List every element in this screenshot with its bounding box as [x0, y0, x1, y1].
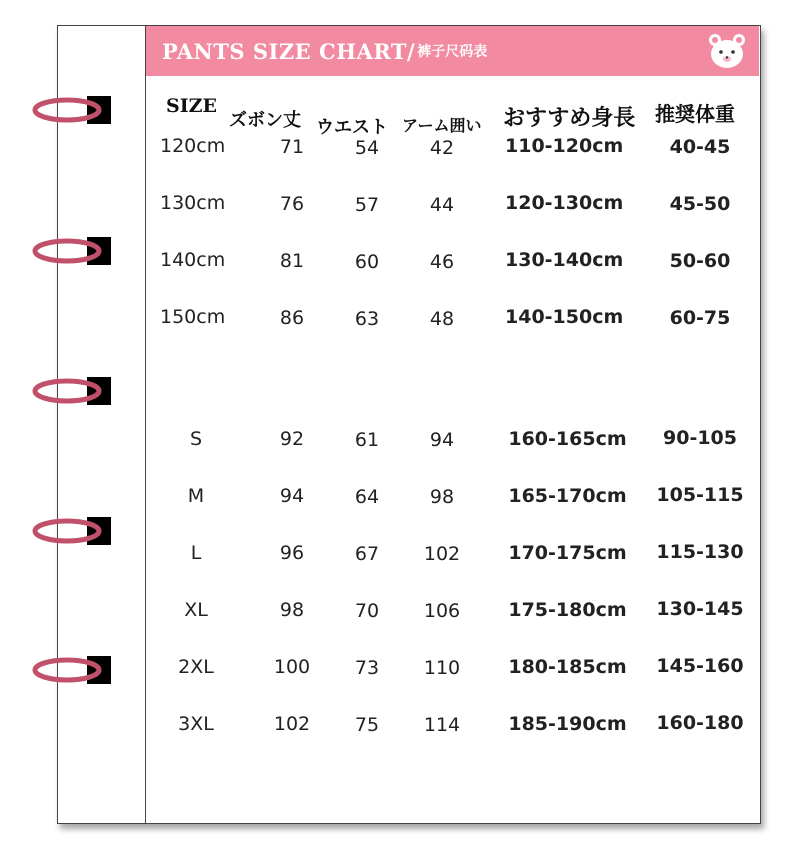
- cell-height: 170-175cm: [508, 542, 627, 564]
- bear-icon: [707, 32, 747, 70]
- cell-arm: 44: [429, 194, 455, 216]
- cell-waist: 75: [354, 714, 380, 736]
- cell-waist: 63: [354, 308, 380, 330]
- cell-size: 120cm: [160, 135, 226, 157]
- cell-height: 110-120cm: [505, 135, 624, 157]
- chart-title: PANTS SIZE CHART/: [162, 38, 416, 64]
- cell-height: 120-130cm: [505, 192, 624, 214]
- cell-waist: 70: [354, 600, 380, 622]
- cell-arm: 110: [423, 657, 461, 679]
- cell-size: M: [187, 485, 205, 507]
- cell-length: 96: [279, 542, 305, 564]
- cell-weight: 50-60: [669, 250, 731, 272]
- cell-size: 150cm: [160, 306, 226, 328]
- cell-length: 86: [279, 307, 305, 329]
- cell-height: 130-140cm: [505, 249, 624, 271]
- cell-arm: 98: [429, 486, 455, 508]
- cell-height: 160-165cm: [508, 428, 627, 450]
- cell-length: 98: [279, 599, 305, 621]
- cell-weight: 105-115: [656, 484, 744, 506]
- cell-size: L: [190, 542, 202, 564]
- cell-size: 140cm: [160, 249, 226, 271]
- cell-size: S: [189, 428, 203, 450]
- cell-arm: 42: [429, 137, 455, 159]
- cell-waist: 73: [354, 657, 380, 679]
- cell-length: 81: [279, 250, 305, 272]
- cell-size: 130cm: [160, 192, 226, 214]
- cell-length: 76: [279, 193, 305, 215]
- cell-waist: 64: [354, 486, 380, 508]
- cell-arm: 102: [423, 543, 461, 565]
- chart-subtitle: 裤子尺码表: [417, 44, 488, 60]
- cell-arm: 94: [429, 429, 455, 451]
- column-header-waist: ウエスト: [316, 117, 388, 138]
- cell-length: 102: [273, 713, 311, 735]
- cell-height: 140-150cm: [505, 306, 624, 328]
- cell-weight: 145-160: [656, 655, 744, 677]
- cell-size: 3XL: [178, 713, 214, 735]
- column-header-height: おすすめ身長: [503, 106, 636, 131]
- cell-weight: 90-105: [663, 427, 737, 449]
- column-header-size: SIZE: [166, 95, 217, 117]
- cell-waist: 57: [354, 194, 380, 216]
- binder-spine: [145, 25, 146, 823]
- cell-waist: 67: [354, 543, 380, 565]
- cell-weight: 130-145: [656, 598, 744, 620]
- column-header-weight: 推奨体重: [655, 102, 735, 126]
- binder-ring-icon: [25, 509, 140, 559]
- cell-waist: 61: [354, 429, 380, 451]
- cell-height: 180-185cm: [508, 656, 627, 678]
- cell-length: 94: [279, 485, 305, 507]
- cell-height: 185-190cm: [508, 713, 627, 735]
- cell-length: 100: [273, 656, 311, 678]
- column-header-arm: アーム囲い: [402, 116, 482, 135]
- cell-length: 71: [279, 136, 305, 158]
- cell-weight: 160-180: [656, 712, 744, 734]
- binder-ring-icon: [25, 229, 140, 279]
- cell-weight: 60-75: [669, 307, 731, 329]
- cell-length: 92: [279, 428, 305, 450]
- binder-ring-icon: [25, 648, 140, 698]
- cell-arm: 114: [423, 714, 461, 736]
- column-header-length: ズボン丈: [229, 110, 301, 131]
- cell-size: 2XL: [178, 656, 214, 678]
- cell-weight: 40-45: [669, 136, 731, 158]
- cell-arm: 48: [429, 308, 455, 330]
- cell-waist: 54: [354, 137, 380, 159]
- binder-ring-icon: [25, 88, 140, 138]
- cell-weight: 45-50: [669, 193, 731, 215]
- cell-arm: 106: [423, 600, 461, 622]
- chart-header-banner: [146, 26, 759, 76]
- binder-ring-icon: [25, 369, 140, 419]
- cell-size: XL: [184, 599, 208, 621]
- cell-arm: 46: [429, 251, 455, 273]
- cell-weight: 115-130: [656, 541, 744, 563]
- cell-height: 175-180cm: [508, 599, 627, 621]
- cell-height: 165-170cm: [508, 485, 627, 507]
- cell-waist: 60: [354, 251, 380, 273]
